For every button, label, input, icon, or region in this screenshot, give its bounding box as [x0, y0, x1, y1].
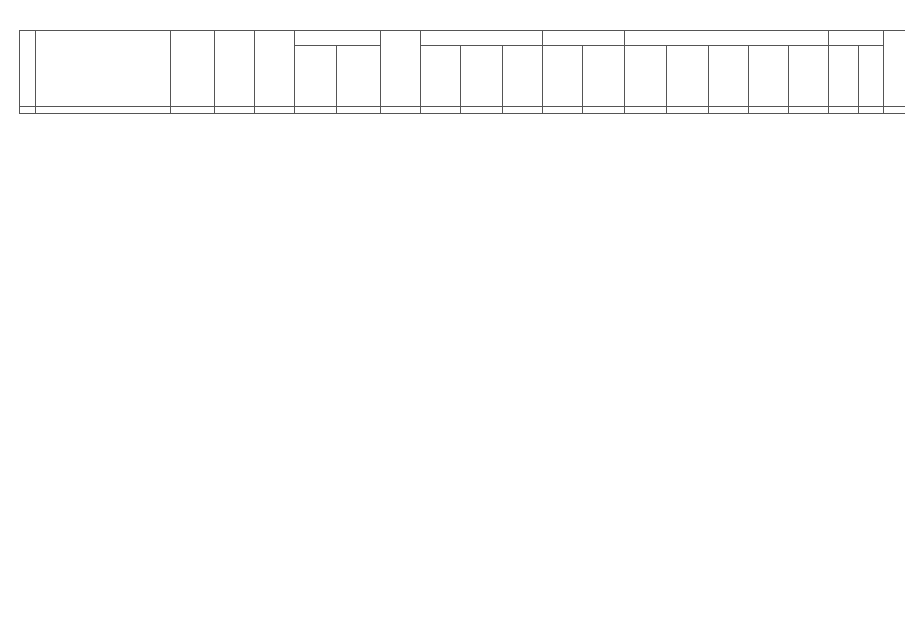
column-number: [625, 107, 667, 114]
header-utilized-preliminary: [503, 46, 543, 107]
header-transferred-neutralization: [709, 46, 749, 107]
header-neutralized-total: [543, 46, 583, 107]
column-number: [20, 107, 36, 114]
header-placed-burial: [859, 46, 884, 107]
column-number: [789, 107, 829, 114]
column-number: [421, 107, 461, 114]
column-number: [255, 107, 295, 114]
header-placed-storage: [829, 46, 859, 107]
header-waste-name: [36, 31, 171, 107]
header-row-top: [20, 31, 905, 46]
header-utilized-total: [421, 46, 461, 107]
header-stored-start: [215, 31, 255, 107]
header-row-number: [20, 31, 36, 107]
header-placed: [829, 31, 884, 46]
column-number: [295, 107, 337, 114]
column-number: [381, 107, 421, 114]
header-transferred-burial: [789, 46, 829, 107]
header-transferred: [625, 31, 829, 46]
column-number: [667, 107, 709, 114]
column-number: [884, 107, 905, 114]
column-number: [583, 107, 625, 114]
header-waste-code: [171, 31, 215, 107]
header-column-numbers: [20, 107, 905, 114]
header-stored-end: [884, 31, 905, 107]
column-number: [215, 107, 255, 114]
header-utilized-reuse: [461, 46, 503, 107]
column-number: [36, 107, 171, 114]
report-sheet: [19, 30, 887, 114]
column-number: [503, 107, 543, 114]
column-number: [749, 107, 789, 114]
column-number: [859, 107, 884, 114]
header-transferred-processing: [625, 46, 667, 107]
header-utilized: [421, 31, 543, 46]
column-number: [709, 107, 749, 114]
column-number: [829, 107, 859, 114]
header-received: [295, 31, 381, 46]
column-number: [171, 107, 215, 114]
column-number: [461, 107, 503, 114]
header-generated: [255, 31, 295, 107]
header-neutralized-preliminary: [583, 46, 625, 107]
header-neutralized: [543, 31, 625, 46]
waste-report-table: [19, 30, 905, 114]
header-processed: [381, 31, 421, 107]
column-number: [543, 107, 583, 114]
header-transferred-storage: [749, 46, 789, 107]
column-number: [337, 107, 381, 114]
header-transferred-utilization: [667, 46, 709, 107]
header-received-total: [295, 46, 337, 107]
header-received-import: [337, 46, 381, 107]
